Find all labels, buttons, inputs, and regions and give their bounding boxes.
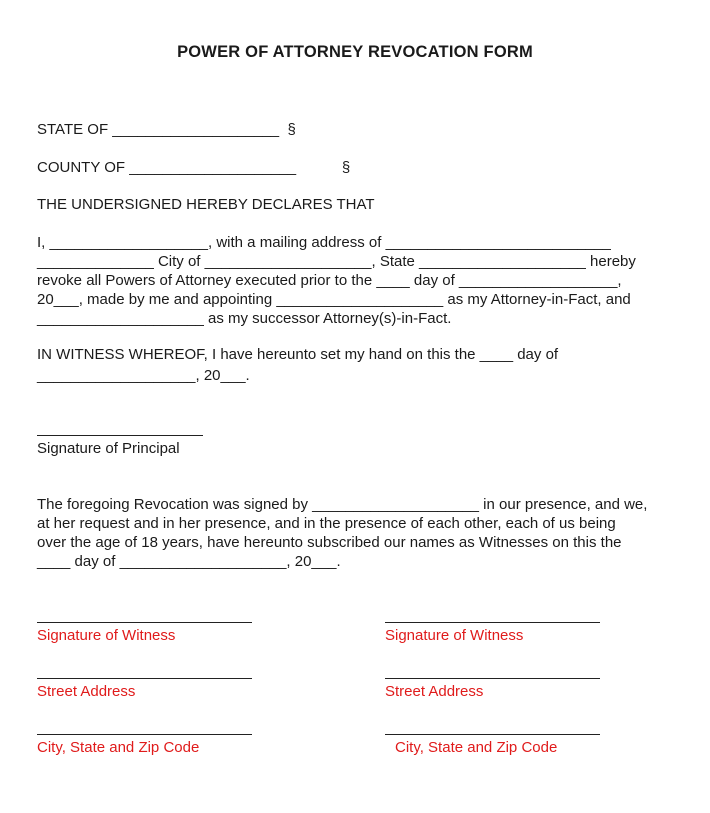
witness-signature-label: Signature of Witness xyxy=(37,627,176,644)
city-state-zip-label: City, State and Zip Code xyxy=(395,739,558,756)
witness-signature-line xyxy=(37,622,252,623)
principal-signature-line xyxy=(37,435,203,436)
paragraph-line: ___________________, 20___. xyxy=(37,367,250,384)
witness-signature-line xyxy=(385,622,600,623)
paragraph-line: 20___, made by me and appointing ____________________ as my Attorney-in-Fact, and xyxy=(37,291,631,308)
city-state-zip-line xyxy=(385,734,600,735)
declaration-heading: THE UNDERSIGNED HEREBY DECLARES THAT xyxy=(37,196,375,213)
signature-of-principal-label: Signature of Principal xyxy=(37,440,180,457)
paragraph-line: at her request and in her presence, and in the presence of each other, each of us being xyxy=(37,515,616,532)
street-address-line xyxy=(37,678,252,679)
paragraph-line: revoke all Powers of Attorney executed prior to the ____ day of ___________________, xyxy=(37,272,622,289)
city-state-zip-line xyxy=(37,734,252,735)
witness-signature-label: Signature of Witness xyxy=(385,627,524,644)
street-address-line xyxy=(385,678,600,679)
paragraph-line: I, ___________________, with a mailing address of ___________________________ xyxy=(37,234,611,251)
paragraph-line: ______________ City of ____________________, State ____________________ hereby xyxy=(37,253,636,270)
form-title: POWER OF ATTORNEY REVOCATION FORM xyxy=(177,43,533,61)
paragraph-line: IN WITNESS WHEREOF, I have hereunto set my hand on this the ____ day of xyxy=(37,346,559,363)
paragraph-line: The foregoing Revocation was signed by ____________________ in our presence, and we, xyxy=(37,496,648,513)
street-address-label: Street Address xyxy=(385,683,484,700)
paragraph-line: ____ day of ____________________, 20___. xyxy=(37,553,341,570)
paragraph-line: ____________________ as my successor Attorney(s)-in-Fact. xyxy=(37,310,452,327)
state-of-line: STATE OF ____________________ § xyxy=(37,121,296,138)
paragraph-line: over the age of 18 years, have hereunto subscribed our names as Witnesses on this the xyxy=(37,534,622,551)
county-of-line: COUNTY OF ____________________ § xyxy=(37,159,351,176)
city-state-zip-label: City, State and Zip Code xyxy=(37,739,200,756)
street-address-label: Street Address xyxy=(37,683,136,700)
